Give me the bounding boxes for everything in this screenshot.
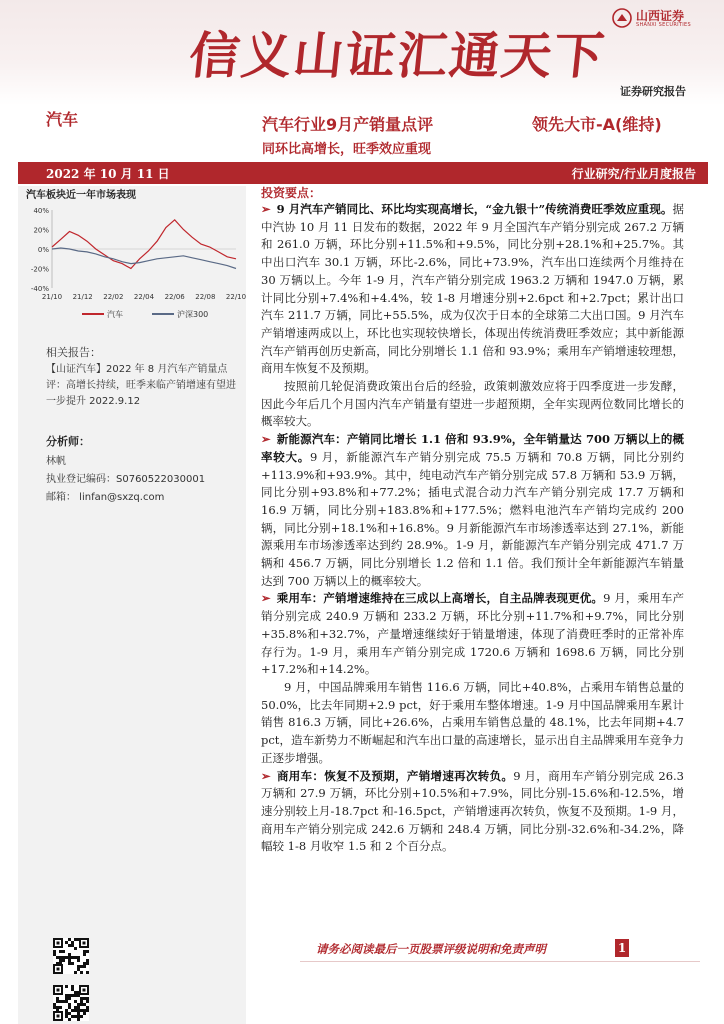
x-tick-label: 22/10 [225,293,247,301]
section-heading: 商用车：恢复不及预期，产销增速再次转负。 [276,768,514,783]
logo-icon [612,8,632,28]
series-line [52,248,236,269]
report-title: 汽车行业9月产销量点评 [262,115,434,134]
section-overall [261,201,684,378]
legend-label: 汽车 [107,310,123,319]
main-content [261,184,684,856]
section-commercial [261,768,684,857]
qr-code-icon [53,938,89,974]
date-bar [18,162,708,184]
footer-disclaimer: 请务必阅读最后一页股票评级说明和免责声明 [316,942,546,956]
bullet-icon: ➢ [261,202,271,216]
bullet-icon: ➢ [261,768,271,783]
related-reports-label: 相关报告： [46,346,101,359]
bullet-icon: ➢ [261,432,271,447]
section-nev [261,431,684,590]
x-tick-label: 21/10 [41,293,63,301]
logo-subtext: SHANXI SECURITIES [636,22,691,28]
analyst-license: 执业登记编码：S0760522030001 [46,474,206,485]
brand-logo [612,6,718,32]
section-passenger [261,590,684,679]
analyst-label: 分析师： [46,435,90,448]
x-tick-label: 22/06 [164,293,185,301]
section-paragraph: 9 月，中国品牌乘用车销售 116.6 万辆，同比+40.8%，占乘用车销售总量的 50.0%，比去年同期+2.9 pct，好于乘用车整体增速。1-9 月中国品牌乘用车累计销售 816.3 万辆，同比+26.6%，占乘用车销售总量的 48.1%，比去年同期+4.7 pct，造车新势力不断崛起和汽车出口量的高速增长，显示出自主品牌乘用车竞争力正逐步增强。 [261,679,684,765]
section-heading: 新能源汽车：产销同比增长 1.1 倍和 93.9%，全年销量达 700 万辆以上的概率较大。 [261,432,684,464]
key-points-heading: 投资要点： [261,186,322,200]
y-tick-label: 40% [33,207,49,215]
footer-divider [300,961,700,962]
related-report-link[interactable]: 【山证汽车】2022 年 8 月汽车产销量点评：高增长持续，旺季来临产销增速有望进一步提升 2022.9.12 [46,364,236,407]
analyst-email[interactable]: 邮箱： linfan@sxzq.com [46,492,165,503]
y-tick-label: -40% [30,285,49,293]
x-tick-label: 22/04 [133,293,155,301]
rating: 领先大市-A(维持) [532,115,662,134]
x-tick-label: 21/12 [72,293,93,301]
qr-code-icon [53,985,89,1021]
legend-label: 沪深300 [177,310,209,319]
section-body: 据中汽协 10 月 11 日发布的数据，2022 年 9 月全国汽车产销分别完成 267.2 万辆和 261.0 万辆，环比分别+11.5%和+9.5%，同比分别+28.1%和+25.7%。其中出口汽车 30.1 万辆，环比-2.6%，同比+73.9%，汽车出口连续两个月维持在 30 万辆以上。今年 1-9 月，汽车产销分别完成 1963.2 万辆和 1947.0 万辆，累计同比分别+7.4%和+4.4%，较 1-8 月增速分别+2.6pct 和+2.7pct；累计出口汽车 211.7 万辆，同比+55.5%，成为仅次于日本的全球第二大出口国。9 月汽车产销增速两成以上，环比也实现较快增长，体现出传统消费旺季效应；其中新能源汽车产销再创历史新高，同比分别增长 1.1 倍和 93.9%；乘用车产销增速较理想，商用车恢复不及预期。 [261,202,684,376]
slogan: 信义山证汇通天下 [186,27,609,85]
chart-title: 汽车板块近一年市场表现 [26,190,136,201]
y-tick-label: 0% [37,246,49,254]
section-heading: 9 月汽车产销同比、环比均实现高增长，“金九银十”传统消费旺季效应重现。 [276,202,673,216]
industry-label: 汽车 [46,110,79,129]
logo-text: 山西证券 [636,9,685,23]
section-body: 9 月，乘用车产销分别完成 240.9 万辆和 233.2 万辆，环比分别+11.7%和+9.7%，同比分别+35.8%和+32.7%，产量增速继续好于销量增速，体现了消费旺季时的正常补库存行为。1-9 月，乘用车产销分别完成 1720.6 万辆和 1698.6 万辆，同比分别+17.2%和+14.2%。 [261,591,684,677]
page-number: 1 [615,939,629,957]
header-banner [0,0,724,105]
section-heading: 乘用车：产销增速维持在三成以上高增长，自主品牌表现更优。 [276,591,604,606]
section-body: 9 月，商用车产销分别完成 26.3 万辆和 27.9 万辆，环比分别+10.5%和+7.9%，同比分别-15.6%和-12.5%，增速分别较上月-18.7pct 和-16.5pct，产销增速再次转负，恢复不及预期。1-9 月，商用车产销分别完成 242.6 万辆和 248.4 万辆，同比分别-32.6%和-34.2%，降幅较 1-8 月收窄 1.5 和 2 个百分点。 [261,768,684,854]
section-body: 9 月，新能源汽车产销分别完成 75.5 万辆和 70.8 万辆，同比分别约+113.9%和+93.9%。其中，纯电动汽车产销分别完成 57.8 万辆和 53.9 万辆，同比分别+93.8%和+77.2%；插电式混合动力汽车产销分别完成 17.7 万辆和 16.9 万辆，同比分别+183.8%和+177.5%；燃料电池汽车产销均完成约 200 辆，同比分别+18.1%和+16.8%。9 月新能源汽车市场渗透率达到 27.1%，新能源乘用车市场渗透率达到约 28.9%。1-9 月，新能源汽车产销分别完成 471.7 万辆和 456.7 万辆，同比分别增长 1.2 倍和 1.1 倍。我们预计全年新能源汽车销量达到 700 万辆以上的概率较大。 [261,449,684,588]
analyst-name: 林帆 [46,456,66,467]
report-date: 2022 年 10 月 11 日 [46,167,170,181]
y-tick-label: 20% [33,226,49,235]
bullet-icon: ➢ [261,591,271,606]
section-paragraph: 按照前几轮促消费政策出台后的经验，政策刺激效应将于四季度进一步发酵，因此今年后几个月国内汽车产销量有望进一步超预期，全年实现两位数同比增长的概率较大。 [261,379,684,429]
x-tick-label: 22/08 [195,293,216,301]
report-type: 证券研究报告 [620,85,686,98]
x-tick-label: 22/02 [103,293,124,301]
report-subtitle: 同环比高增长，旺季效应重现 [262,142,432,157]
market-performance-chart [22,200,247,325]
y-tick-label: -20% [30,265,49,274]
report-category: 行业研究/行业月度报告 [571,167,696,181]
